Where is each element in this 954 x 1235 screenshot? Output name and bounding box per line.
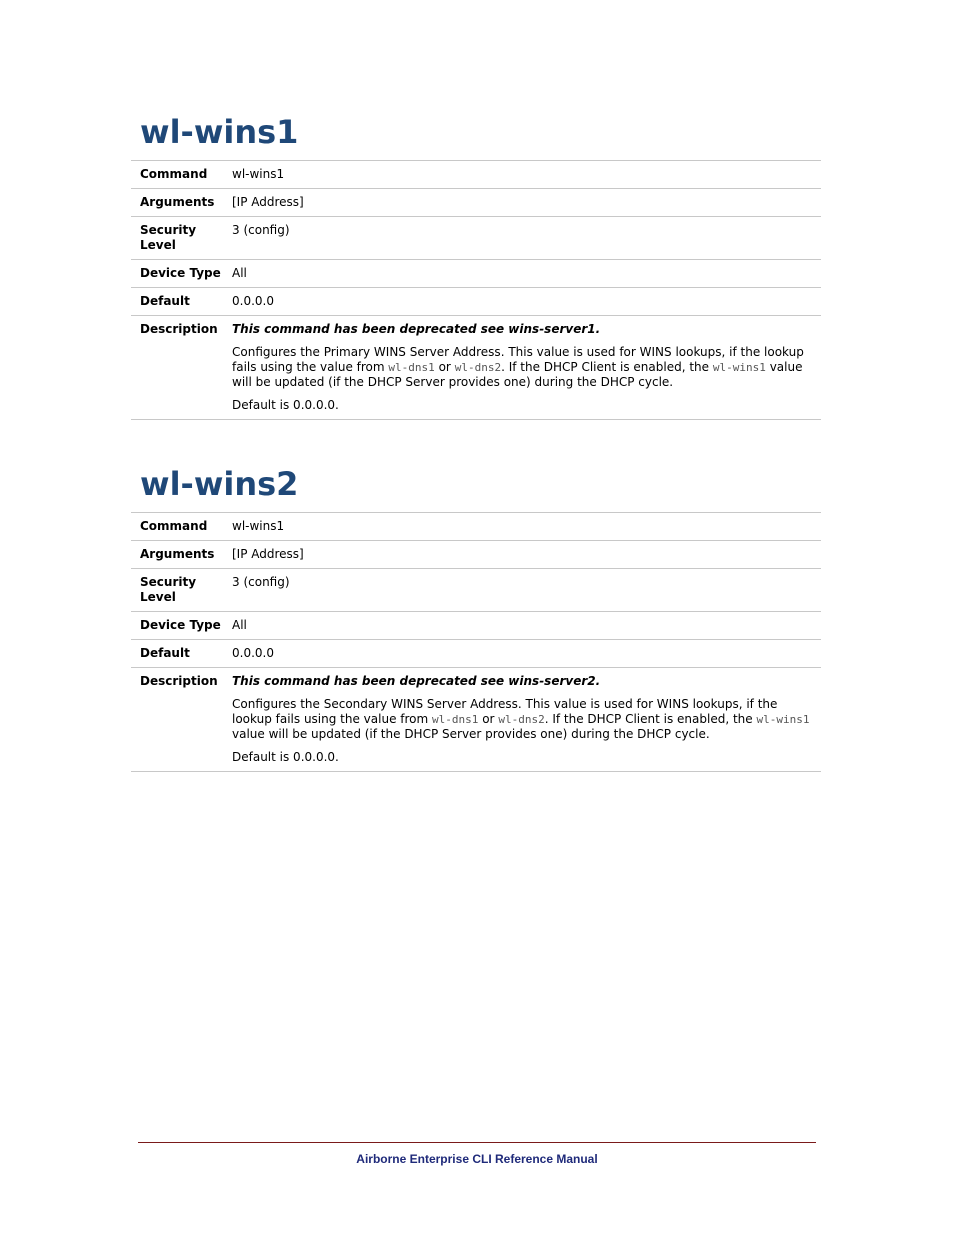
code-wl-wins1: wl-wins1 [756,713,810,726]
description-text [232,345,821,390]
table-row [131,316,821,420]
device-type-value: All [232,260,821,288]
default-value: 0.0.0.0 [232,288,821,316]
command-table [131,512,821,772]
row-label: Description [131,668,232,772]
row-label: Arguments [131,189,232,217]
desc-text: . If the DHCP Client is enabled, the [501,360,710,374]
description-value [232,316,821,420]
table-row [131,612,821,640]
table-row [131,260,821,288]
arguments-value: [IP Address] [232,541,821,569]
table-row [131,288,821,316]
desc-text: value will be updated (if the DHCP Server provides one) during the DHCP cycle. [232,727,710,741]
deprecated-note: This command has been deprecated see wins-server1. [232,322,601,336]
default-note: Default is 0.0.0.0. [232,750,339,764]
section-title: wl-wins1 [140,113,299,151]
deprecated-note: This command has been deprecated see wins-server2. [232,674,601,688]
command-value: wl-wins1 [232,161,821,189]
description-value [232,668,821,772]
desc-text: or [482,712,495,726]
arguments-value: [IP Address] [232,189,821,217]
code-wl-dns1: wl-dns1 [432,713,479,726]
row-label: Security Level [131,217,232,260]
table-row [131,161,821,189]
device-type-value: All [232,612,821,640]
table-row [131,640,821,668]
code-wl-dns2: wl-dns2 [454,361,502,374]
default-value: 0.0.0.0 [232,640,821,668]
row-label: Security Level [131,569,232,612]
desc-text: or [438,360,451,374]
footer-divider [138,1142,816,1143]
command-table [131,160,821,420]
desc-text: . If the DHCP Client is enabled, the [544,712,753,726]
security-value: 3 (config) [232,569,821,612]
table-row [131,569,821,612]
table-row [131,513,821,541]
section-title: wl-wins2 [140,465,299,503]
row-label: Description [131,316,232,420]
table-row [131,668,821,772]
desc-text: value will be updated (if the DHCP Server provides one) during the DHCP cycle. [232,360,803,389]
code-wl-dns1: wl-dns1 [388,361,435,374]
table-row [131,541,821,569]
table-row [131,217,821,260]
row-label: Command [131,161,232,189]
table-row [131,189,821,217]
row-label: Default [131,288,232,316]
description-text [232,697,821,742]
default-note: Default is 0.0.0.0. [232,398,339,412]
desc-text: Configures the Secondary WINS Server Address. This value is used for WINS lookups, if the lookup fails using the value from [232,697,778,726]
row-label: Device Type [131,260,232,288]
row-label: Default [131,640,232,668]
security-value: 3 (config) [232,217,821,260]
row-label: Device Type [131,612,232,640]
command-value: wl-wins1 [232,513,821,541]
code-wl-wins1: wl-wins1 [712,361,766,374]
section-wl-wins2 [131,464,821,772]
row-label: Command [131,513,232,541]
code-wl-dns2: wl-dns2 [498,713,545,726]
desc-text: Configures the Primary WINS Server Address. This value is used for WINS lookups, if the lookup fails using the value from [232,345,804,374]
row-label: Arguments [131,541,232,569]
page-footer: Airborne Enterprise CLI Reference Manual [356,1152,598,1166]
section-wl-wins1 [131,112,821,420]
